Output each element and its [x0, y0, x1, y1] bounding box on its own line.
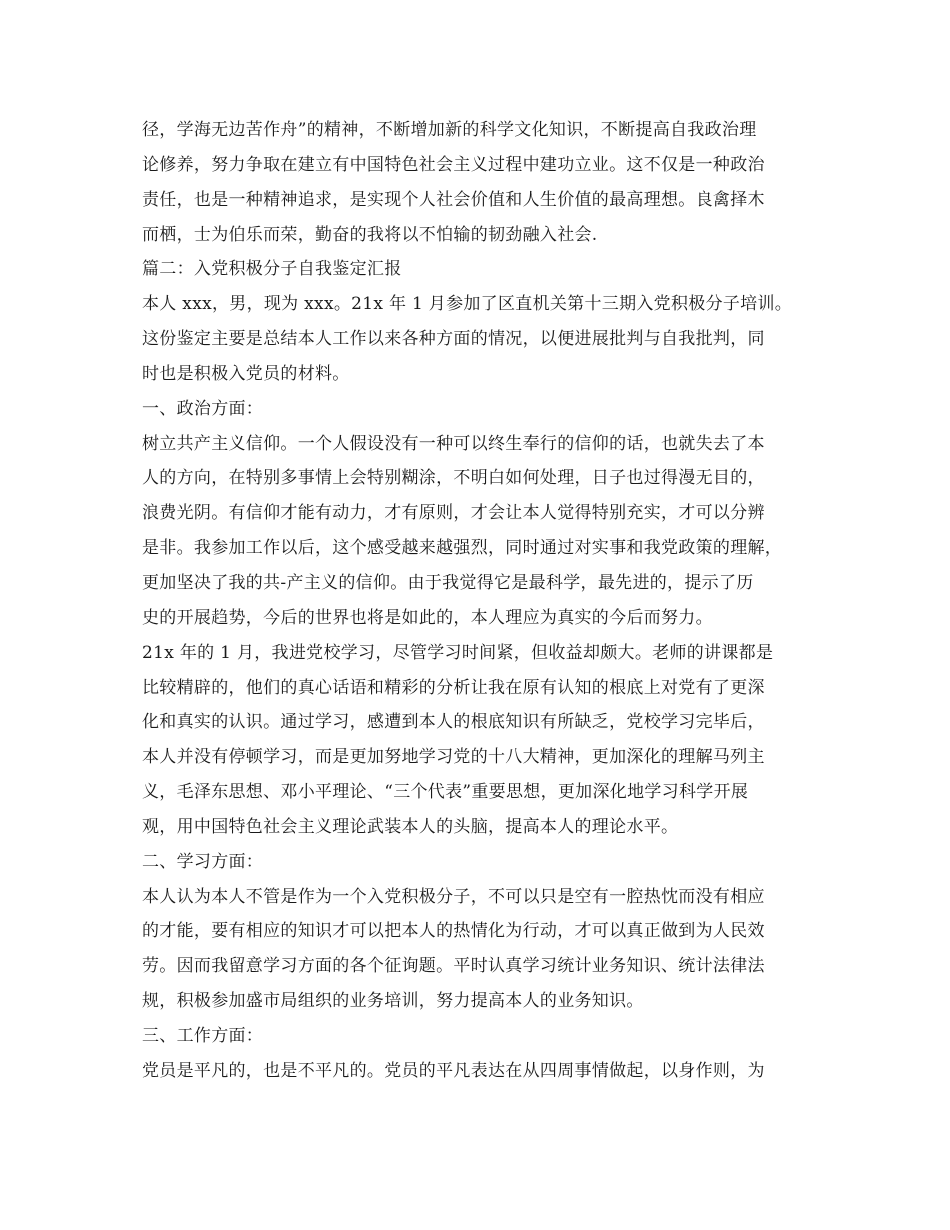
text-line: 党员是平凡的，也是不平凡的。党员的平凡表达在从四周事情做起，以身作则，为	[142, 1060, 765, 1081]
text-line: 比较精辟的，他们的真心话语和精彩的分析让我在原有认知的根底上对党有了更深	[142, 677, 765, 698]
text-line: 化和真实的认识。通过学习，感遭到本人的根底知识有所缺乏，党校学习完毕后，	[142, 712, 765, 733]
text-line: 规，积极参加盛市局组织的业务培训，努力提高本人的业务知识。	[142, 991, 644, 1012]
text-line: 21x 年的 1 月，我进党校学习，尽管学习时间紧，但收益却颇大。老师的讲课都是	[142, 642, 774, 663]
section-heading: 一、政治方面：	[142, 398, 264, 419]
section-heading: 篇二：入党积极分子自我鉴定汇报	[142, 259, 402, 280]
text-line: 本人 xxx，男，现为 xxx。21x 年 1 月参加了区直机关第十三期入党积极分子培训。	[142, 294, 793, 315]
text-line: 劳。因而我留意学习方面的各个征询题。平时认真学习统计业务知识、统计法律法	[142, 956, 765, 977]
text-line: 的才能，要有相应的知识才可以把本人的热情化为行动，才可以真正做到为人民效	[142, 921, 765, 942]
text-line: 责任，也是一种精神追求，是实现个人社会价值和人生价值的最高理想。良禽择木	[142, 189, 765, 210]
text-line: 本人并没有停顿学习，而是更加努地学习党的十八大精神，更加深化的理解马列主	[142, 747, 765, 768]
section-heading: 三、工作方面：	[142, 1025, 264, 1046]
text-line: 而栖，士为伯乐而荣，勤奋的我将以不怕输的韧劲融入社会.	[142, 224, 598, 245]
text-line: 义，毛泽东思想、邓小平理论、“三个代表”重要思想，更加深化地学习科学开展	[142, 782, 749, 803]
text-line: 树立共产主义信仰。一个人假设没有一种可以终生奉行的信仰的话，也就失去了本	[142, 433, 765, 454]
text-line: 径，学海无边苦作舟”的精神，不断增加新的科学文化知识，不断提高自我政治理	[142, 120, 757, 140]
text-line: 本人认为本人不管是作为一个入党积极分子，不可以只是空有一腔热忱而没有相应	[142, 886, 765, 907]
text-line: 浪费光阴。有信仰才能有动力，才有原则，才会让本人觉得特别充实，才可以分辨	[142, 503, 765, 524]
text-line: 观，用中国特色社会主义理论武装本人的头脑，提高本人的理论水平。	[142, 816, 679, 837]
document-body	[142, 113, 822, 1089]
text-line: 论修养，努力争取在建立有中国特色社会主义过程中建功立业。这不仅是一种政治	[142, 154, 765, 175]
text-line: 这份鉴定主要是总结本人工作以来各种方面的情况，以便进展批判与自我批判，同	[142, 329, 765, 350]
section-heading: 二、学习方面：	[142, 851, 264, 872]
text-line: 人的方向，在特别多事情上会特别糊涂，不明白如何处理，日子也过得漫无目的，	[142, 468, 765, 489]
text-line: 是非。我参加工作以后，这个感受越来越强烈，同时通过对实事和我党政策的理解，	[142, 538, 783, 559]
text-line: 史的开展趋势，今后的世界也将是如此的，本人理应为真实的今后而努力。	[142, 607, 713, 628]
text-line: 更加坚决了我的共-产主义的信仰。由于我觉得它是最科学，最先进的，提示了历	[142, 572, 754, 593]
text-line: 时也是积极入党员的材料。	[142, 363, 350, 384]
